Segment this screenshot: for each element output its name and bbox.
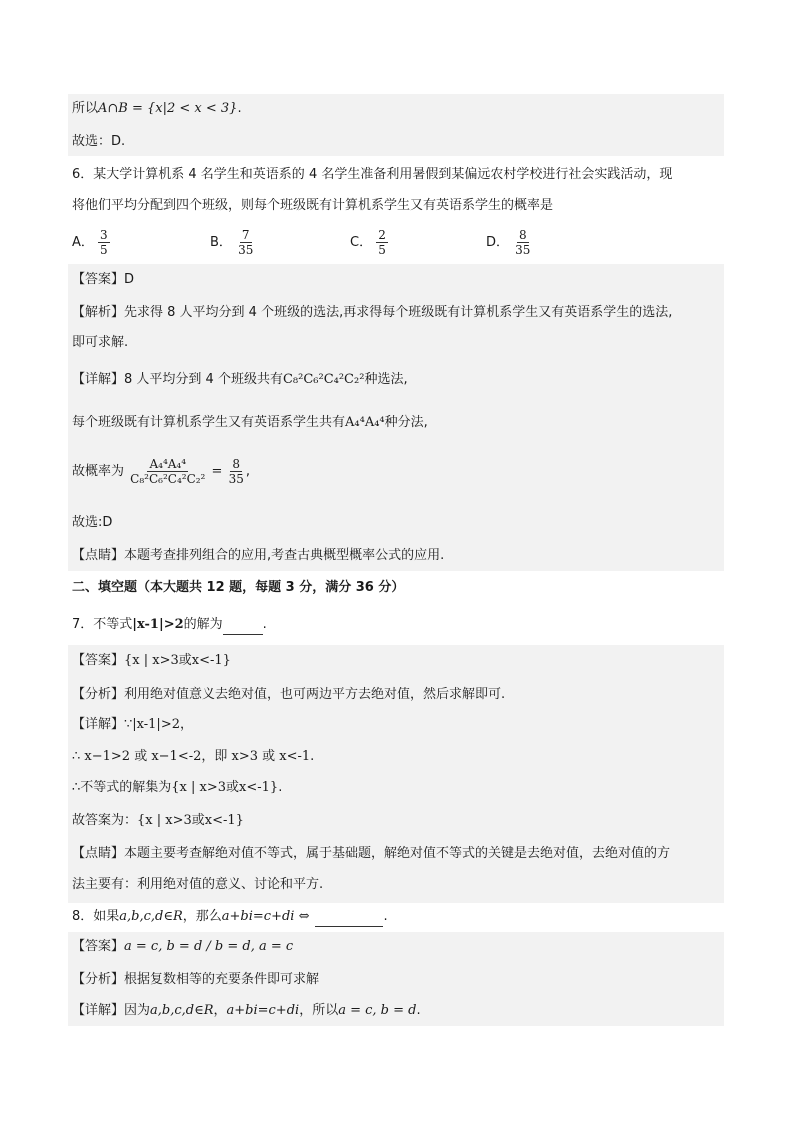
- q8-detail: 【详解】因为a,b,c,d∈R，a+bi=c+di，所以a = c, b = d.: [72, 1003, 421, 1018]
- q7-comment-line1: 【点睛】本题主要考查解绝对值不等式，属于基础题，解绝对值不等式的关键是去绝对值，去绝对值的方: [72, 846, 671, 861]
- q6-analysis-line1: 【解析】先求得 8 人平均分到 4 个班级的选法,再求得每个班级既有计算机系学生又有英语系学生的选法,: [72, 305, 673, 320]
- q7-stem: 7．不等式|x-1|>2的解为 .: [72, 616, 267, 635]
- q7-final-answer: 故答案为：{x | x>3或x<-1}: [72, 813, 244, 828]
- q6-comment: 【点睛】本题考查排列组合的应用,考查古典概型概率公式的应用.: [72, 548, 445, 563]
- q6-option-b: B． $\frac{7}{35}$: [210, 228, 254, 257]
- q7-answer-blank: [223, 616, 263, 635]
- q6-probability: 故概率为 $\frac{\text{A₄⁴A₄⁴}}{\text{C₈²C₆²C₄²C₂²}}$ = $\frac{8}{35}$ ,: [72, 457, 250, 486]
- q8-answer: 【答案】a = c, b = d / b = d, a = c: [72, 939, 294, 954]
- q6-select: 故选:D: [72, 515, 113, 530]
- q7-detail: 【详解】∵|x-1|>2，: [72, 717, 193, 732]
- q7-comment-line2: 法主要有：利用绝对值的意义、讨论和平方.: [72, 877, 324, 892]
- q6-detail-line1: 【详解】8 人平均分到 4 个班级共有C₈²C₆²C₄²C₂²种选法,: [72, 372, 408, 387]
- q7-solution-band: [68, 645, 724, 903]
- q5-select: 故选：D.: [72, 134, 126, 149]
- q7-step2: ∴不等式的解集为{x | x>3或x<-1}.: [72, 780, 283, 795]
- q8-analysis: 【分析】根据复数相等的充要条件即可求解: [72, 972, 320, 987]
- q6-analysis-line2: 即可求解.: [72, 335, 129, 350]
- q6-option-c: C． $\frac{2}{5}$: [350, 228, 386, 257]
- q6-answer: 【答案】D: [72, 272, 135, 287]
- q7-answer: 【答案】{x | x>3或x<-1}: [72, 653, 231, 668]
- q8-stem: 8．如果a,b,c,d∈R，那么a+bi=c+di ⇔ .: [72, 908, 388, 927]
- section-2-heading: 二、填空题（本大题共 12 题，每题 3 分，满分 36 分）: [72, 580, 405, 595]
- q6-option-a: A． $\frac{3}{5}$: [72, 228, 108, 257]
- q6-stem-line2: 将他们平均分配到四个班级，则每个班级既有计算机系学生又有英语系学生的概率是: [72, 198, 554, 213]
- q7-analysis: 【分析】利用绝对值意义去绝对值，也可两边平方去绝对值，然后求解即可.: [72, 687, 506, 702]
- q7-step1: ∴ x−1>2 或 x−1<-2，即 x>3 或 x<-1.: [72, 749, 315, 764]
- q6-options: [72, 228, 532, 262]
- q8-answer-blank: [315, 908, 383, 927]
- q6-detail-line2: 每个班级既有计算机系学生又有英语系学生共有A₄⁴A₄⁴种分法,: [72, 415, 428, 430]
- q6-option-d: D． $\frac{8}{35}$: [486, 228, 531, 257]
- q6-stem-line1: 6．某大学计算机系 4 名学生和英语系的 4 名学生准备利用暑假到某偏远农村学校进行社会实践活动，现: [72, 167, 673, 182]
- q5-conclusion: 所以A∩B = {x|2 < x < 3}.: [72, 101, 242, 116]
